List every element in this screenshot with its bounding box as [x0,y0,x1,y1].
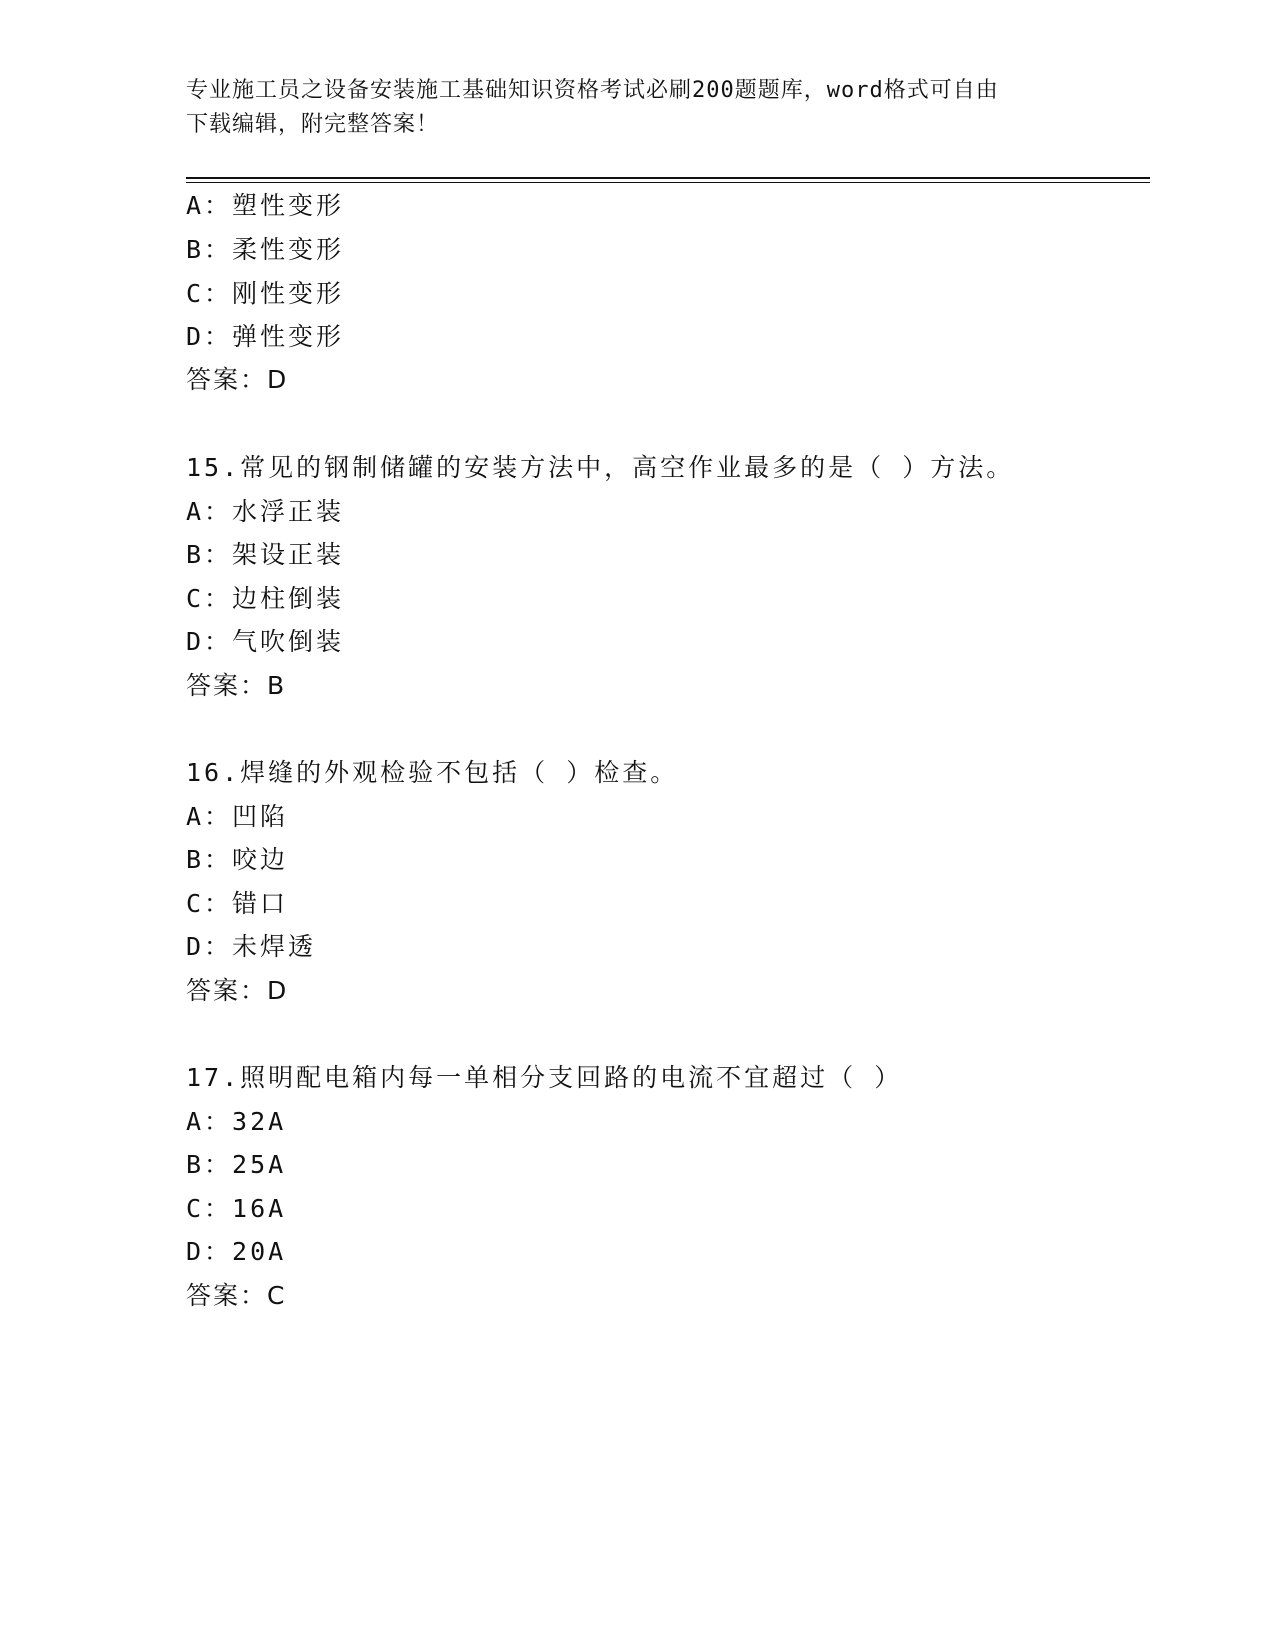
q17-option-b: B：25A [186,1150,287,1179]
q17-answer: 答案：C [186,1281,287,1310]
q15-option-a: A：水浮正装 [186,497,345,526]
header-line-1: 专业施工员之设备安装施工基础知识资格考试必刷200题题库，word格式可自由 [186,78,999,103]
q17-option-a: A：32A [186,1107,287,1136]
q15-answer: 答案：B [186,671,287,700]
q17-option-c: C：16A [186,1194,287,1223]
q17-option-d: D：20A [186,1237,287,1266]
q16-question: 16.焊缝的外观检验不包括（ ）检查。 [186,758,679,787]
header-line-2: 下载编辑，附完整答案！ [186,112,440,137]
q14-option-c: C：刚性变形 [186,279,345,308]
q14-answer: 答案：D [186,365,289,394]
q16-answer: 答案：D [186,976,289,1005]
document-header [186,74,1066,142]
q15-option-d: D：气吹倒装 [186,627,345,656]
q14-option-a: A：塑性变形 [186,191,345,220]
q16-option-d: D：未焊透 [186,932,317,961]
q15-option-c: C：边柱倒装 [186,584,345,613]
q15-question: 15.常见的钢制储罐的安装方法中，高空作业最多的是（ ）方法。 [186,453,1015,482]
q17-question: 17.照明配电箱内每一单相分支回路的电流不宜超过（ ） [186,1063,903,1092]
q16-option-c: C：错口 [186,889,289,918]
q15-option-b: B：架设正装 [186,540,345,569]
q14-option-b: B：柔性变形 [186,235,345,264]
header-divider-thick [186,177,1150,179]
q16-option-b: B：咬边 [186,845,289,874]
q14-option-d: D：弹性变形 [186,322,345,351]
q16-option-a: A：凹陷 [186,802,289,831]
header-divider-thin [186,182,1150,183]
